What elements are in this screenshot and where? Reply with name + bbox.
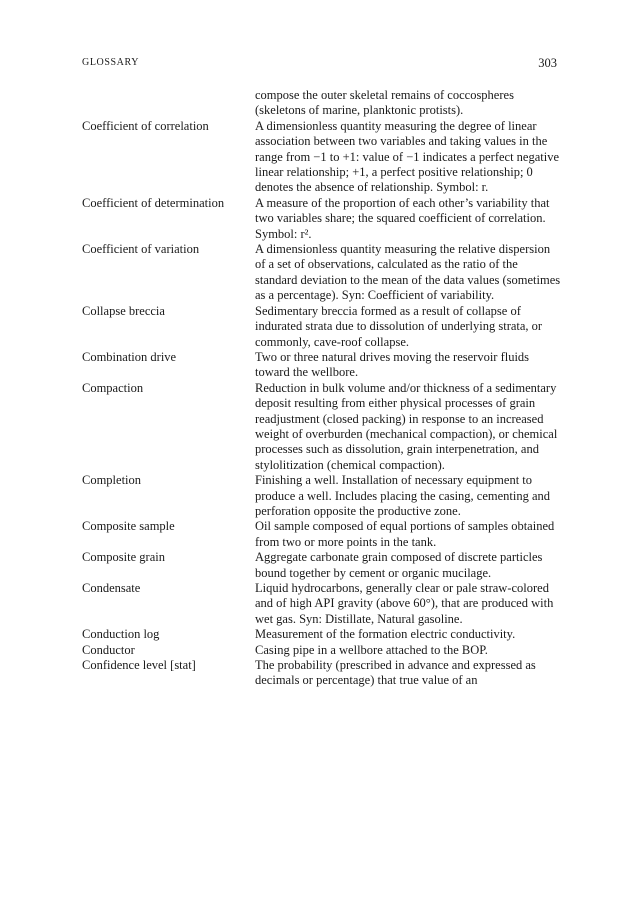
entry-definition: Aggregate carbonate grain composed of discrete particles bound together by cement or organic mucilage. [255,550,543,580]
entry-term: Coefficient of correlation [82,118,209,133]
entry-definition: Reduction in bulk volume and/or thickness of a sedimentary deposit resulting from either physical processes of grain readjustment (closed packing) in response to an increased weight of overburden (mechanical compaction), or chemical processes such as dissolution, grain interpenetration, and stylolitization (chemical compaction). [255,380,558,472]
glossary-entry [82,88,562,119]
entry-definition: Measurement of the formation electric conductivity. [255,627,516,642]
entry-definition: Finishing a well. Installation of necessary equipment to produce a well. Includes placing the casing, cementing and perforation opposite the productive zone. [255,473,551,518]
entry-term: Combination drive [82,349,177,364]
glossary-entry [82,473,562,519]
glossary-entry [82,581,562,627]
glossary-entry [82,196,562,242]
section-title: GLOSSARY [82,57,140,68]
entry-term: Conductor [82,642,135,657]
glossary-entry [82,643,562,658]
glossary-entries [82,88,562,689]
entry-term: Composite grain [82,550,165,565]
entry-term [82,88,255,119]
entry-definition: The probability (prescribed in advance and expressed as decimals or percentage) that true value of an [255,658,536,688]
glossary-entry [82,350,562,381]
entry-term: Compaction [82,380,144,395]
entry-term: Composite sample [82,519,175,534]
entry-definition: A dimensionless quantity measuring the relative dispersion of a set of observations, calculated as the ratio of the standard deviation to the mean of the data values (sometimes as a percentage). Syn: Coefficient of variability. [255,242,561,303]
entry-definition: Casing pipe in a wellbore attached to the BOP. [255,642,488,657]
entry-definition: Sedimentary breccia formed as a result of collapse of indurated strata due to dissolution of underlying strata, or commonly, cave-roof collapse. [255,303,543,349]
glossary-entry [82,242,562,304]
entry-term: Coefficient of variation [82,242,200,257]
page-number: 303 [538,56,557,70]
glossary-entry [82,519,562,550]
entry-term: Coefficient of determination [82,195,225,210]
glossary-entry [82,304,562,350]
entry-definition: A dimensionless quantity measuring the degree of linear association between two variables and taking values in the range from −1 to +1: value of −1 indicates a perfect negative linear relationship; +1, a perfect positive relationship; 0 denotes the absence of relationship. Symbol: r. [255,118,560,195]
glossary-entry [82,550,562,581]
running-head [82,56,557,72]
entry-term: Completion [82,473,142,488]
entry-term: Collapse breccia [82,303,165,318]
entry-term: Condensate [82,581,141,595]
entry-definition: compose the outer skeletal remains of coccospheres (skeletons of marine, planktonic protists). [255,88,514,118]
glossary-entry [82,381,562,473]
entry-definition: Two or three natural drives moving the reservoir fluids toward the wellbore. [255,349,530,380]
glossary-entry [82,658,562,689]
entry-term: Confidence level [stat] [82,658,196,673]
glossary-entry [82,119,562,196]
entry-definition: Liquid hydrocarbons, generally clear or pale straw-colored and of high API gravity (above 60°), that are produced with wet gas. Syn: Distillate, Natural gasoline. [255,581,554,626]
entry-definition: A measure of the proportion of each other’s variability that two variables share; the squared coefficient of correlation. Symbol: r². [255,195,550,241]
entry-definition: Oil sample composed of equal portions of samples obtained from two or more points in the tank. [255,519,555,549]
glossary-entry [82,627,562,642]
entry-term: Conduction log [82,627,160,642]
